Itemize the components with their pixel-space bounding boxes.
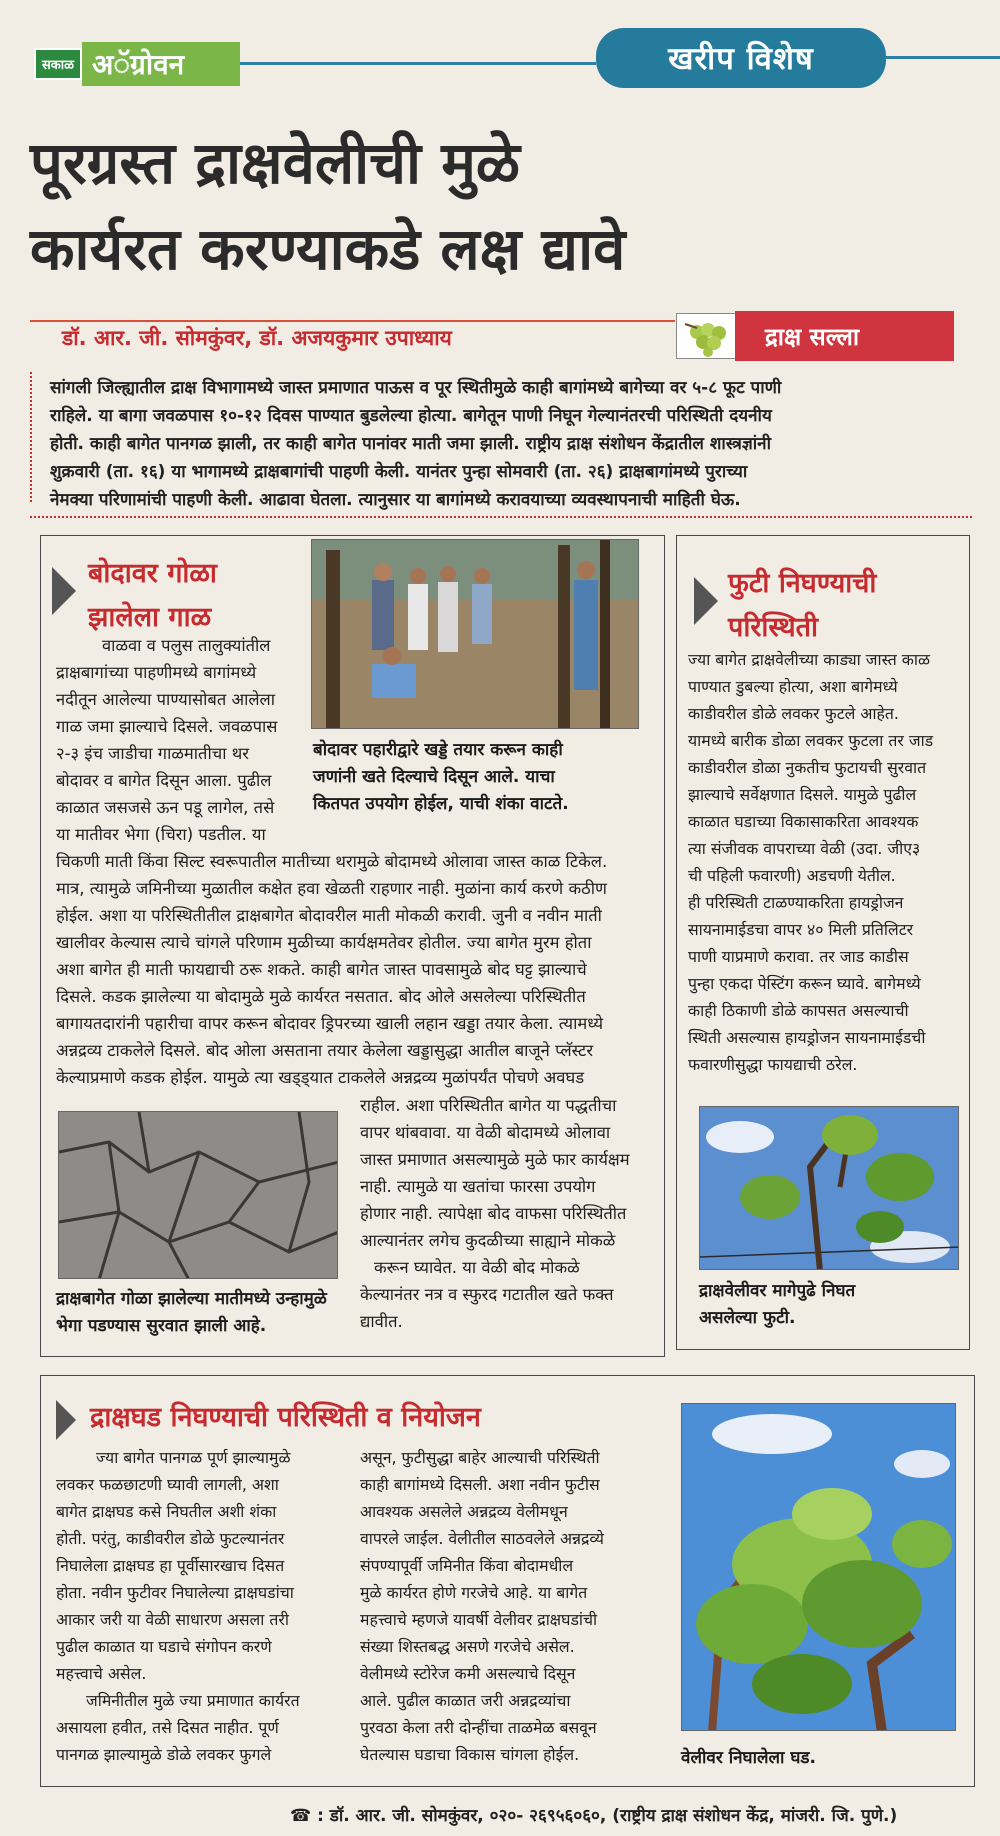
text-line: होता. नवीन फुटीवर निघालेल्या द्राक्षघडांचा <box>56 1583 294 1602</box>
section-label: खरीप विशेष <box>596 28 886 88</box>
text-line: नदीतून आलेल्या पाण्यासोबत आलेला <box>56 690 276 709</box>
text-line: जमिनीतील मुळे ज्या प्रमाणात कार्यरत <box>86 1691 300 1710</box>
text-line: अन्नद्रव्य टाकलेले दिसले. बोद ओला असताना तयार केलेला खड्डासुद्धा आतील बाजूने प्लॅस्टर <box>56 1041 594 1060</box>
text-line: राहील. अशा परिस्थितीत बागेत या पद्धतीचा <box>360 1096 617 1115</box>
text-line: पुन्हा एकदा पेस्टिंग करून घ्यावे. बागेमध्ये <box>688 974 921 993</box>
caption-line: बोदावर पहारीद्वारे खड्डे तयार करून काही <box>313 740 563 760</box>
text-line: यामध्ये बारीक डोळा लवकर फुटला तर जाड <box>688 731 934 750</box>
text-line: आकार जरी या वेळी साधारण असला तरी <box>56 1610 289 1629</box>
text-line: पुरवठा केला तरी दोन्हींचा ताळमेळ बसवून <box>360 1718 597 1737</box>
text-line: झाल्याचे सर्वेक्षणात दिसले. यामुळे पुढील <box>688 785 917 804</box>
caption-line: द्राक्षबागेत गोळा झालेल्या मातीमध्ये उन्हामुळे <box>56 1289 327 1309</box>
text-line: संपण्यापूर्वी जमिनीत किंवा बोदामधील <box>360 1556 574 1575</box>
text-line: होणार नाही. त्यापेक्षा बोद वाफसा परिस्थितीत <box>360 1204 627 1223</box>
caption-line: असलेल्या फुटी. <box>699 1308 796 1328</box>
intro-line: नेमक्या परिणामांची पाहणी केली. आढावा घेतला. त्यानुसार या बागांमध्ये करावयाच्या व्यवस्थापनाची माहिती घेऊ. <box>50 490 741 510</box>
section3-col1 <box>56 1444 356 1768</box>
intro-line: राहिले. या बागा जवळपास १०-१२ दिवस पाण्यात बुडलेल्या होत्या. बागेतून पाणी निघून गेल्यानंतरची परिस्थिती दयनीय <box>50 406 772 426</box>
headline-line-2: कार्यरत करण्याकडे लक्ष द्यावे <box>30 215 626 283</box>
text-line: दिसले. कडक झालेल्या या बोदामुळे मुळे कार्यरत नसतात. बोद ओले असलेल्या परिस्थितीत <box>56 987 586 1006</box>
text-line: २-३ इंच जाडीचा गाळमातीचा थर <box>56 744 250 763</box>
text-line: असायला हवीत, तसे दिसत नाहीत. पूर्ण <box>56 1718 279 1737</box>
text-line: स्थिती असल्यास हायड्रोजन सायनामाईडची <box>688 1028 926 1047</box>
text-line: केल्यानंतर नत्र व स्फुरद गटातील खते फक्त <box>360 1285 614 1304</box>
section2-text <box>688 646 970 1078</box>
text-line: पानगळ झाल्यामुळे डोळे लवकर फुगले <box>56 1745 272 1764</box>
headline-line-1: पूरग्रस्त द्राक्षवेलीची मुळे <box>30 129 521 197</box>
text-line: बोदावर व बागेत दिसून आला. पुढील <box>56 771 272 790</box>
text-line: असून, फुटीसुद्धा बाहेर आल्याची परिस्थिती <box>360 1448 600 1467</box>
text-line: पुढील काळात या घडाचे संगोपन करणे <box>56 1637 272 1656</box>
photo3-caption <box>699 1278 959 1332</box>
section1-arrow-icon <box>52 567 76 615</box>
text-line: आल्यानंतर लगेच कुदळीच्या साह्याने मोकळे <box>360 1231 616 1250</box>
text-line: अशा बागेत ही माती फायद्याची ठरू शकते. काही बागेत जास्त पावसामुळे बोद घट्ट झाल्याचे <box>56 960 587 979</box>
text-line: बागेत द्राक्षघड कसे निघतील अशी शंका <box>56 1502 277 1521</box>
header-line-right <box>886 56 1000 59</box>
brand-logo <box>30 42 240 86</box>
text-line: पाण्यात डुबल्या होत्या, अशा बागेमध्ये <box>688 677 898 696</box>
section2-title-line-2: परिस्थिती <box>728 612 818 643</box>
text-line: काडीवरील डोळा नुकतीच फुटायची सुरवात <box>688 758 927 777</box>
text-line: या मातीवर भेगा (चिरा) पडतील. या <box>56 825 266 844</box>
text-line: मात्र, त्यामुळे जमिनीच्या मुळातील कक्षेत हवा खेळती राहणार नाही. मुळांना कार्य करणे कठीण <box>56 879 607 898</box>
section2-title-line-1: फुटी निघण्याची <box>728 568 877 599</box>
text-line: ची पहिली फवारणी) अडचणी येतील. <box>688 866 896 885</box>
text-line: ज्या बागेत पानगळ पूर्ण झाल्यामुळे <box>96 1448 291 1467</box>
section1-text-right <box>360 1092 660 1335</box>
photo-vine-shoots <box>699 1106 959 1270</box>
text-line: वापरले जाईल. वेलीतील साठवलेले अन्नद्रव्ये <box>360 1529 604 1548</box>
section1-text-wide <box>56 848 656 1091</box>
text-line: निघालेला द्राक्षघड हा पूर्वीसारखाच दिसत <box>56 1556 285 1575</box>
text-line: द्यावीत. <box>360 1312 403 1331</box>
text-line: ही परिस्थिती टाळण्याकरिता हायड्रोजन <box>688 893 904 912</box>
text-line: वापर थांबवावा. या वेळी बोदामध्ये ओलावा <box>360 1123 611 1142</box>
text-line: लवकर फळछाटणी घ्यावी लागली, अशा <box>56 1475 279 1494</box>
section1-title-line-2: झालेला गाळ <box>88 602 212 633</box>
text-line: आवश्यक असलेले अन्नद्रव्य वेलीमधून <box>360 1502 568 1521</box>
text-line: वाळवा व पलुस तालुक्यांतील <box>102 636 271 655</box>
text-line: फवारणीसुद्धा फायद्याची ठरेल. <box>688 1055 858 1074</box>
brand-small-label: सकाळ <box>34 48 82 80</box>
photo4-caption: वेलीवर निघालेला घड. <box>681 1748 816 1768</box>
byline-rule <box>30 320 675 322</box>
byline: डॉ. आर. जी. सोमकुंवर, डॉ. अजयकुमार उपाध्याय <box>62 326 452 350</box>
text-line: होती. परंतु, काडीवरील डोळे फुटल्यानंतर <box>56 1529 285 1548</box>
photo-field-workers <box>311 539 639 729</box>
text-line: सायनामाईडचा वापर ४० मिली प्रतिलिटर <box>688 920 914 939</box>
text-line: खालीवर केल्यास त्याचे चांगले परिणाम मुळीच्या कार्यक्षमतेवर होतील. ज्या बागेत मुरम होता <box>56 933 592 952</box>
headline <box>30 120 950 292</box>
brand-big-label: अॅग्रोवन <box>82 42 240 86</box>
text-line: संख्या शिस्तबद्ध असणे गरजेचे असेल. <box>360 1637 575 1656</box>
text-line: पाणी याप्रमाणे करावा. तर जाड काडीस <box>688 947 909 966</box>
text-line: काही ठिकाणी डोळे कापसत असल्याची <box>688 1001 909 1020</box>
section3-arrow-icon <box>56 1400 76 1440</box>
text-line: जास्त प्रमाणात असल्यामुळे मुळे फार कार्यक्षम <box>360 1150 630 1169</box>
text-line: द्राक्षबागांच्या पाहणीमध्ये बागांमध्ये <box>56 663 257 682</box>
intro-divider <box>30 516 972 519</box>
section3-col2 <box>360 1444 670 1768</box>
text-line: काळात जसजसे ऊन पडू लागेल, तसे <box>56 798 275 817</box>
text-line: त्या संजीवक वापराच्या वेळी (उदा. जीए३ <box>688 839 921 858</box>
text-line: मुळे कार्यरत होणे गरजेचे आहे. या बागेत <box>360 1583 588 1602</box>
grapes-thumbnail <box>676 313 736 359</box>
intro-line: होती. काही बागेत पानगळ झाली, तर काही बागेत पानांवर माती जमा झाली. राष्ट्रीय द्राक्ष संशोधन केंद्रातील शास्त्रज्ञांनी <box>50 434 771 454</box>
text-line: काडीवरील डोळे लवकर फुटले आहेत. <box>688 704 899 723</box>
section1-title-line-1: बोदावर गोळा <box>88 558 217 589</box>
photo2-caption <box>56 1286 376 1340</box>
text-line: महत्त्वाचे म्हणजे यावर्षी वेलीवर द्राक्षघडांची <box>360 1610 598 1629</box>
section2-title <box>728 562 876 650</box>
advice-tag: द्राक्ष सल्ला <box>735 311 954 361</box>
text-line: काही बागांमध्ये दिसली. अशा नवीन फुटीस <box>360 1475 600 1494</box>
photo1-caption <box>313 737 653 818</box>
text-line: केल्याप्रमाणे कडक होईल. यामुळे त्या खड्ड्यात टाकलेले अन्नद्रव्य मुळांपर्यंत पोचणे अवघड <box>56 1068 585 1087</box>
section1-text-narrow <box>56 632 312 848</box>
caption-line: द्राक्षवेलीवर मागेपुढे निघत <box>699 1281 856 1301</box>
photo-cracked-soil <box>58 1111 338 1279</box>
section1-title <box>88 552 217 640</box>
caption-line: कितपत उपयोग होईल, याची शंका वाटते. <box>313 794 569 814</box>
header-line-left <box>240 62 596 65</box>
text-line: घेतल्यास घडाचा विकास चांगला होईल. <box>360 1745 580 1764</box>
caption-line: जणांनी खते दिल्याचे दिसून आले. याचा <box>313 767 555 787</box>
text-line: वेलीमध्ये स्टोरेज कमी असल्याचे दिसून <box>360 1664 576 1683</box>
text-line: आले. पुढील काळात जरी अन्नद्रव्यांचा <box>360 1691 571 1710</box>
footer-contact: ☎ : डॉ. आर. जी. सोमकुंवर, ०२०- २६९५६०६०, (राष्ट्रीय द्राक्ष संशोधन केंद्र, मांजरी. जि. पुणे.) <box>290 1806 898 1826</box>
intro-paragraph <box>50 374 950 514</box>
text-line: नाही. त्यामुळे या खतांचा फारसा उपयोग <box>360 1177 596 1196</box>
text-line: ज्या बागेत द्राक्षवेलीच्या काड्या जास्त काळ <box>688 650 930 669</box>
text-line: बागायतदारांनी पहारीचा वापर करून बोदावर ड्रिपरच्या खाली लहान खड्डा तयार केला. त्यामध्ये <box>56 1014 604 1033</box>
text-line: होईल. अशा या परिस्थितीतील द्राक्षबागेत बोदावरील माती मोकळी करावी. जुनी व नवीन माती <box>56 906 602 925</box>
text-line: चिकणी माती किंवा सिल्ट स्वरूपातील मातीच्या थरामुळे बोदामध्ये ओलावा जास्त काळ टिकेल. <box>56 852 608 871</box>
text-line: गाळ जमा झाल्याचे दिसले. जवळपास <box>56 717 278 736</box>
photo-grape-bunch <box>681 1403 956 1731</box>
section2-arrow-icon <box>694 577 718 625</box>
intro-marker <box>30 372 35 502</box>
caption-line: भेगा पडण्यास सुरवात झाली आहे. <box>56 1316 267 1336</box>
intro-line: सांगली जिल्ह्यातील द्राक्ष विभागामध्ये जास्त प्रमाणात पाऊस व पूर स्थितीमुळे काही बागांमध्ये बागेच्या वर ५-८ फूट पाणी <box>50 378 782 398</box>
section3-title: द्राक्षघड निघण्याची परिस्थिती व नियोजन <box>90 1402 481 1433</box>
text-line: महत्त्वाचे असेल. <box>56 1664 147 1683</box>
intro-line: शुक्रवारी (ता. १६) या भागामध्ये द्राक्षबागांची पाहणी केली. यानंतर पुन्हा सोमवारी (ता. २६) द्राक्षबागांमध्ये पुराच्या <box>50 462 748 482</box>
text-line: करून घ्यावेत. या वेळी बोद मोकळे <box>374 1258 580 1277</box>
text-line: काळात घडाच्या विकासाकरिता आवश्यक <box>688 812 919 831</box>
